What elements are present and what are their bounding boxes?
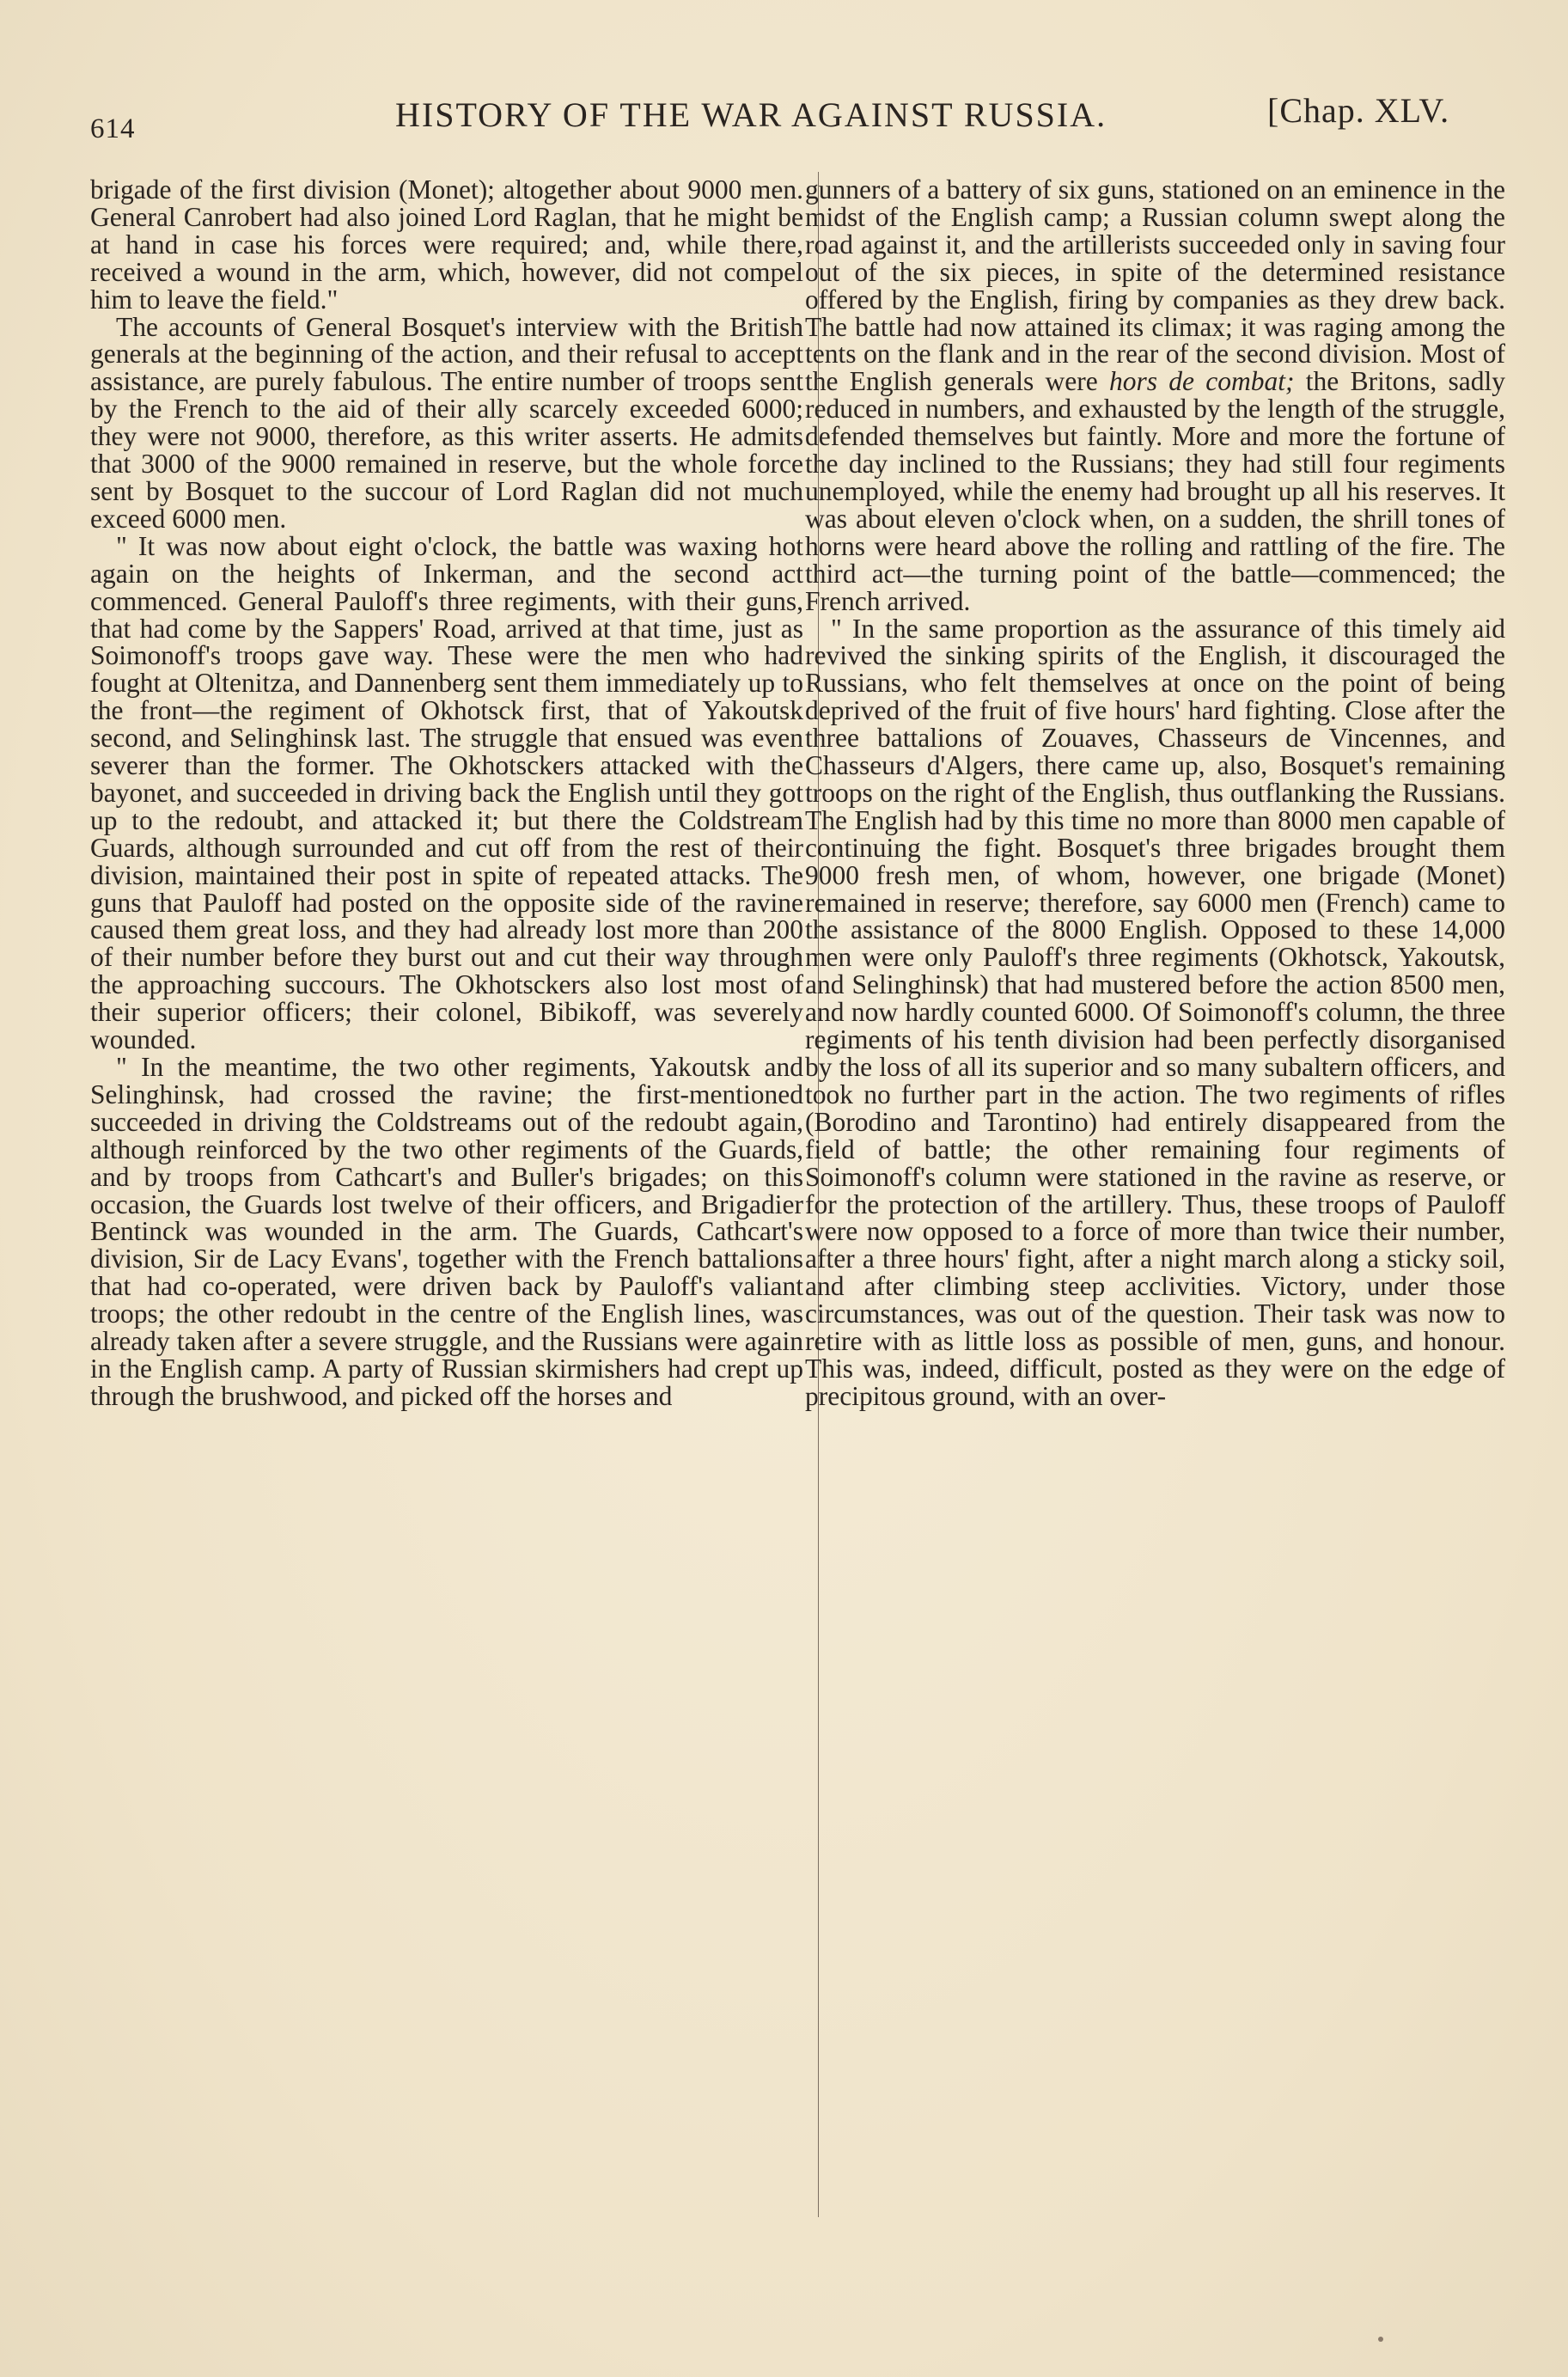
right-paragraph-1-end: the Britons, sadly reduced in numbers, and exhausted by the length of the struggle, defended themselves but faintly. More and more the fortune of the day inclined to the Russians; they had still four regiments unemployed, while the enemy had brought up all his reserves. It was about eleven o'clock when, on a sudden, the shrill tones of horns were heard above the rolling and rattling of the fire. The third act—the turning point of the battle—commenced; the French arrived.: [805, 366, 1505, 616]
chapter-label: [Chap. XLV.: [1267, 91, 1450, 130]
left-column: [90, 176, 803, 1410]
left-paragraph-3: " It was now about eight o'clock, the battle was waxing hot again on the heights of Inkerman, and the second act commenced. General Pauloff's three regiments, with their guns, that had come by the Sappers' Road, arrived at that time, just as Soimonoff's troops gave way. These were the men who had fought at Oltenitza, and Dannenberg sent them immediately up to the front—the regiment of Okhotsck first, that of Yakoutsk second, and Selinghinsk last. The struggle that ensued was even severer than the former. The Okhotsckers attacked with the bayonet, and succeeded in driving back the English until they got up to the redoubt, and attacked it; but there the Coldstream Guards, although surrounded and cut off from the rest of their division, maintained their post in spite of repeated attacks. The guns that Pauloff had posted on the opposite side of the ravine caused them great loss, and they had already lost more than 200 of their number before they burst out and cut their way through the approaching succours. The Okhotsckers also lost most of their superior officers; their colonel, Bibikoff, was severely wounded.: [90, 530, 803, 1055]
left-paragraph-1: brigade of the first division (Monet); altogether about 9000 men. General Canrobert had also joined Lord Raglan, that he might be at hand in case his forces were required; and, while there, received a wound in the arm, which, however, did not compel him to leave the field.": [90, 174, 803, 315]
right-paragraph-1-start: gunners of a battery of six guns, stationed on an eminence in the midst of the English camp; a Russian column swept along the road against it, and the artillerists succeeded only in saving four out of the six pieces, in spite of the determined resistance offered by the English, firing by companies as they drew back. The battle had now attained its climax; it was raging among the tents on the flank and in the rear of the second division. Most of the English generals were: [805, 174, 1505, 397]
right-paragraph-2: " In the same proportion as the assurance of this timely aid revived the sinking spirits of the English, it discouraged the Russians, who felt themselves at once on the point of being deprived of the fruit of five hours' hard fighting. Close after the three battalions of Zouaves, Chasseurs de Vincennes, and Chasseurs d'Algers, there came up, also, Bosquet's remaining troops on the right of the English, thus outflanking the Russians. The English had by this time no more than 8000 men capable of continuing the fight. Bosquet's three brigades brought them 9000 fresh men, of whom, however, one brigade (Monet) remained in reserve; therefore, say 6000 men (French) came to the assistance of the 8000 English. Opposed to these 14,000 men were only Pauloff's three regiments (Okhotsck, Yakoutsk, and Selinghinsk) that had mustered before the action 8500 men, and now hardly counted 6000. Of Soimonoff's column, the three regiments of his tenth division had been perfectly disorganised by the loss of all its superior and so many subaltern officers, and took no further part in the action. The two regiments of rifles (Borodino and Tarontino) had entirely disappeared from the field of battle; the other remaining four regiments of Soimonoff's column were stationed in the ravine as reserve, or for the protection of the artillery. Thus, these troops of Pauloff were now opposed to a force of more than twice their number, after a three hours' fight, after a night march along a sticky soil, and after climbing steep acclivities. Victory, under those circumstances, was out of the question. Their task was now to retire with as little loss as possible of men, guns, and honour. This was, indeed, difficult, posted as they were on the edge of precipitous ground, with an over-: [805, 613, 1505, 1411]
right-paragraph-1-italic: hors de combat;: [1109, 366, 1295, 397]
left-paragraph-4: " In the meantime, the two other regiments, Yakoutsk and Selinghinsk, had crossed the ravine; the first-mentioned succeeded in driving the Coldstreams out of the redoubt again, although reinforced by the two other regiments of the Guards, and by troops from Cathcart's and Buller's brigades; on this occasion, the Guards lost twelve of their officers, and Brigadier Bentinck was wounded in the arm. The Guards, Cathcart's division, Sir de Lacy Evans', together with the French battalions that had co-operated, were driven back by Pauloff's valiant troops; the other redoubt in the centre of the English lines, was already taken after a severe struggle, and the Russians were again in the English camp. A party of Russian skirmishers had crept up through the brushwood, and picked off the horses and: [90, 1052, 803, 1411]
running-title: HISTORY OF THE WAR AGAINST RUSSIA.: [395, 95, 1107, 134]
left-paragraph-2: The accounts of General Bosquet's interview with the British generals at the beginning of the action, and their refusal to accept assistance, are purely fabulous. The entire number of troops sent by the French to the aid of their ally scarcely exceeded 6000; they were not 9000, therefore, as this writer asserts. He admits that 3000 of the 9000 remained in reserve, but the whole force sent by Bosquet to the succour of Lord Raglan did not much exceed 6000 men.: [90, 311, 803, 534]
running-header: [86, 86, 1495, 144]
right-column: [805, 176, 1505, 1410]
page-number: 614: [90, 113, 136, 144]
right-paragraph-1: [805, 176, 1505, 615]
ink-speck: [1378, 2337, 1383, 2342]
